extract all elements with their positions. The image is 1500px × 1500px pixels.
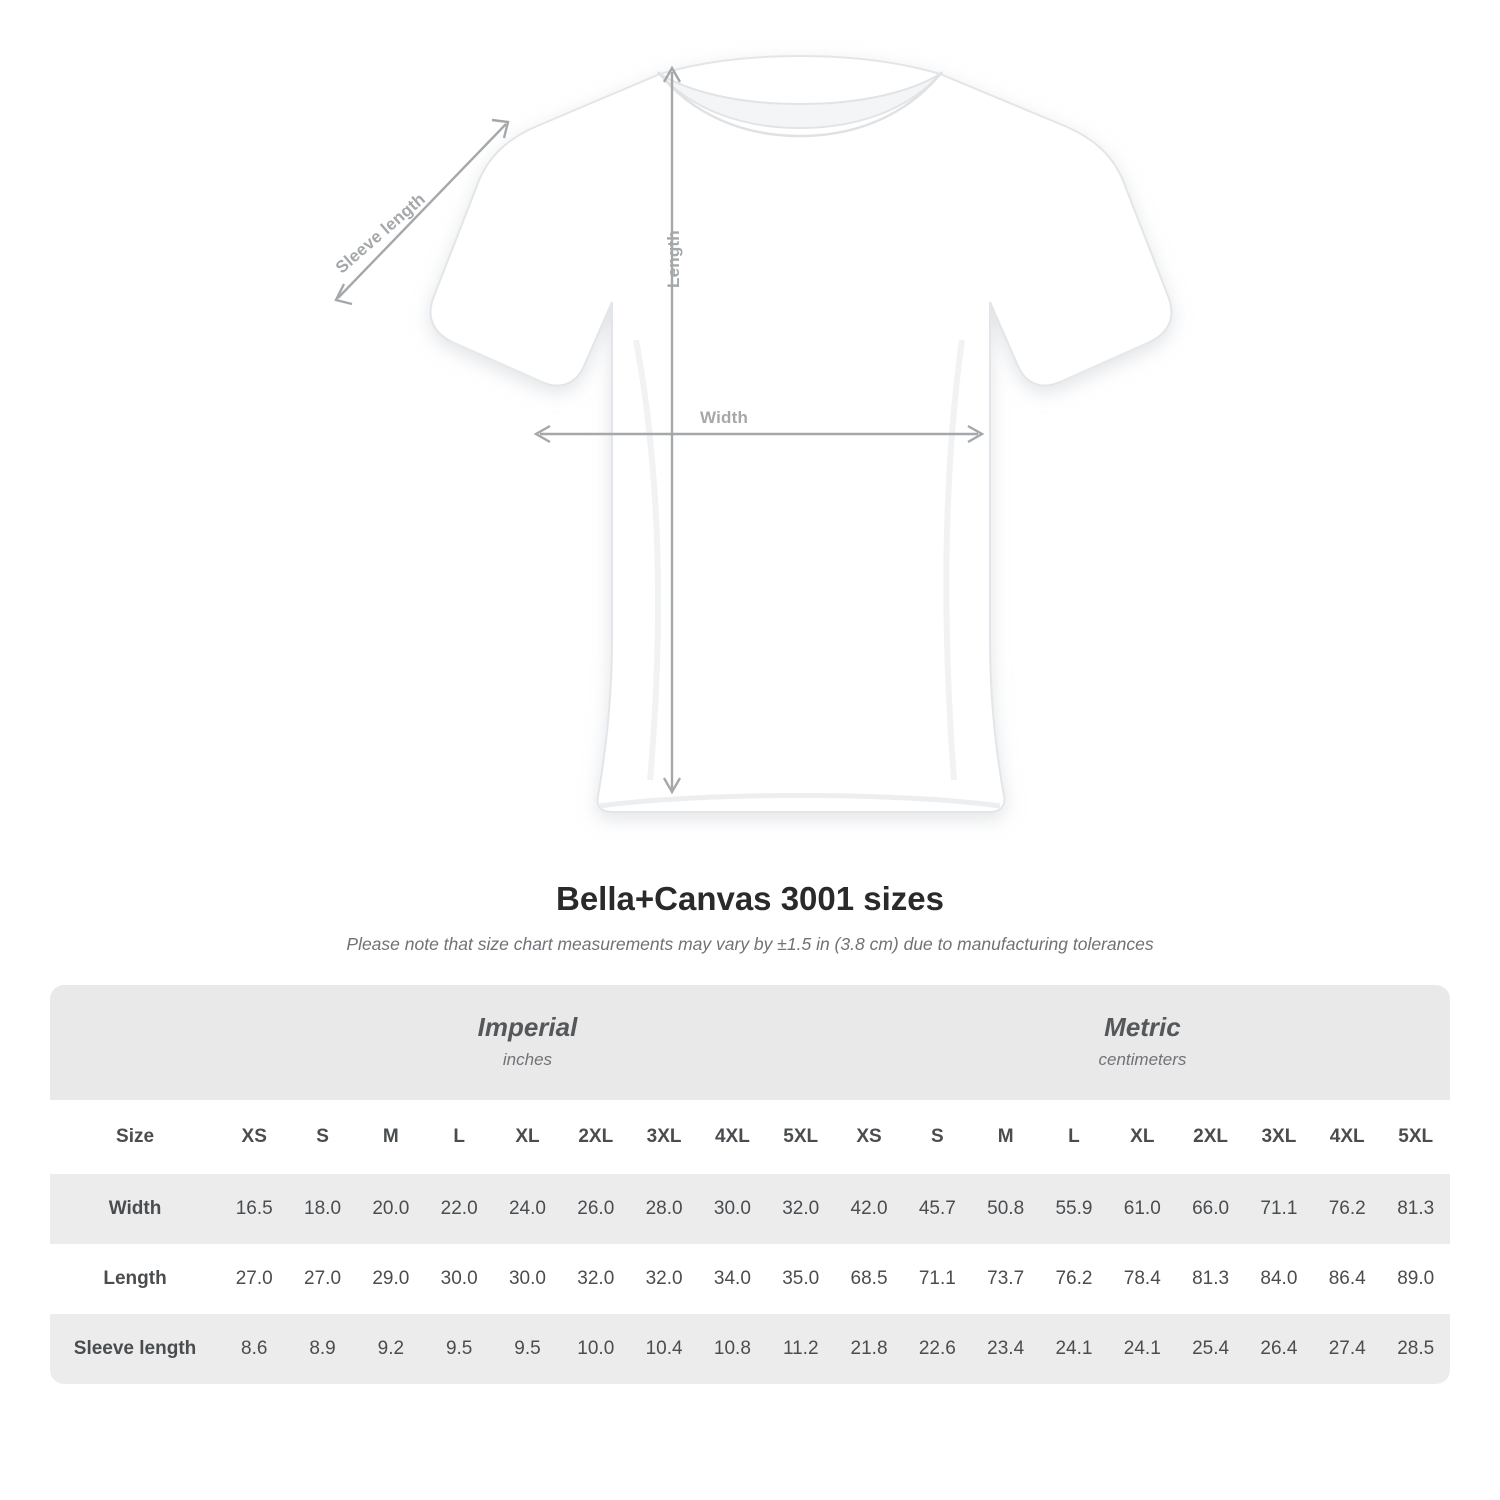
cell-length: 32.0 xyxy=(562,1244,630,1314)
size-column-header: S xyxy=(288,1100,356,1174)
cell-width: 32.0 xyxy=(767,1174,835,1244)
cell-length: 35.0 xyxy=(767,1244,835,1314)
imperial-header-cell xyxy=(220,985,835,1100)
cell-sleeve-length: 10.4 xyxy=(630,1314,698,1384)
cell-width: 16.5 xyxy=(220,1174,288,1244)
size-column-header: L xyxy=(1040,1100,1108,1174)
unit-system-header-row xyxy=(50,985,1450,1100)
cell-length: 32.0 xyxy=(630,1244,698,1314)
cell-width: 66.0 xyxy=(1176,1174,1244,1244)
cell-sleeve-length: 8.6 xyxy=(220,1314,288,1384)
length-label: Length xyxy=(664,230,683,288)
cell-length: 84.0 xyxy=(1245,1244,1313,1314)
cell-sleeve-length: 27.4 xyxy=(1313,1314,1381,1384)
cell-width: 50.8 xyxy=(972,1174,1040,1244)
size-column-header: 5XL xyxy=(1381,1100,1450,1174)
unit-header-spacer xyxy=(50,985,220,1100)
size-column-header: S xyxy=(903,1100,971,1174)
cell-sleeve-length: 10.8 xyxy=(698,1314,766,1384)
cell-sleeve-length: 9.5 xyxy=(425,1314,493,1384)
cell-sleeve-length: 22.6 xyxy=(903,1314,971,1384)
size-column-header: XS xyxy=(835,1100,903,1174)
cell-sleeve-length: 24.1 xyxy=(1040,1314,1108,1384)
cell-sleeve-length: 8.9 xyxy=(288,1314,356,1384)
cell-length: 89.0 xyxy=(1381,1244,1450,1314)
cell-length: 73.7 xyxy=(972,1244,1040,1314)
cell-width: 30.0 xyxy=(698,1174,766,1244)
cell-width: 26.0 xyxy=(562,1174,630,1244)
size-row-label: Size xyxy=(50,1100,220,1174)
cell-sleeve-length: 23.4 xyxy=(972,1314,1040,1384)
size-column-header: 4XL xyxy=(1313,1100,1381,1174)
cell-width: 28.0 xyxy=(630,1174,698,1244)
cell-width: 81.3 xyxy=(1381,1174,1450,1244)
cell-sleeve-length: 24.1 xyxy=(1108,1314,1176,1384)
cell-sleeve-length: 9.2 xyxy=(357,1314,425,1384)
size-table xyxy=(50,985,1450,1384)
size-column-header: L xyxy=(425,1100,493,1174)
size-column-header: M xyxy=(357,1100,425,1174)
cell-width: 20.0 xyxy=(357,1174,425,1244)
cell-width: 18.0 xyxy=(288,1174,356,1244)
cell-sleeve-length: 25.4 xyxy=(1176,1314,1244,1384)
cell-length: 78.4 xyxy=(1108,1244,1176,1314)
cell-length: 27.0 xyxy=(288,1244,356,1314)
cell-width: 22.0 xyxy=(425,1174,493,1244)
cell-sleeve-length: 11.2 xyxy=(767,1314,835,1384)
cell-width: 76.2 xyxy=(1313,1174,1381,1244)
size-column-header: XL xyxy=(1108,1100,1176,1174)
cell-length: 30.0 xyxy=(493,1244,561,1314)
size-header-row xyxy=(50,1100,1450,1174)
cell-sleeve-length: 21.8 xyxy=(835,1314,903,1384)
sleeve-length-label: Sleeve length xyxy=(331,189,430,278)
size-table-wrapper xyxy=(50,985,1450,1384)
size-column-header: 2XL xyxy=(1176,1100,1244,1174)
size-column-header: XL xyxy=(493,1100,561,1174)
metric-label: Metric xyxy=(1104,1012,1181,1042)
tolerance-note: Please note that size chart measurements may vary by ±1.5 in (3.8 cm) due to manufacturing tolerances xyxy=(346,934,1154,954)
cell-width: 42.0 xyxy=(835,1174,903,1244)
size-column-header: 4XL xyxy=(698,1100,766,1174)
cell-length: 76.2 xyxy=(1040,1244,1108,1314)
cell-length: 27.0 xyxy=(220,1244,288,1314)
cell-width: 24.0 xyxy=(493,1174,561,1244)
metric-header-cell xyxy=(835,985,1450,1100)
size-column-header: 3XL xyxy=(1245,1100,1313,1174)
cell-width: 45.7 xyxy=(903,1174,971,1244)
cell-sleeve-length: 10.0 xyxy=(562,1314,630,1384)
cell-length: 81.3 xyxy=(1176,1244,1244,1314)
cell-length: 34.0 xyxy=(698,1244,766,1314)
size-column-header: 3XL xyxy=(630,1100,698,1174)
size-column-header: 5XL xyxy=(767,1100,835,1174)
cell-width: 61.0 xyxy=(1108,1174,1176,1244)
table-row xyxy=(50,1174,1450,1244)
metric-unit: centimeters xyxy=(1098,1049,1187,1069)
cell-sleeve-length: 26.4 xyxy=(1245,1314,1313,1384)
row-label-width: Width xyxy=(50,1174,220,1244)
cell-sleeve-length: 28.5 xyxy=(1381,1314,1450,1384)
cell-length: 71.1 xyxy=(903,1244,971,1314)
row-label-length: Length xyxy=(50,1244,220,1314)
cell-length: 30.0 xyxy=(425,1244,493,1314)
row-label-sleeve-length: Sleeve length xyxy=(50,1314,220,1384)
imperial-label: Imperial xyxy=(477,1012,578,1042)
table-row xyxy=(50,1244,1450,1314)
size-column-header: 2XL xyxy=(562,1100,630,1174)
page-title: Bella+Canvas 3001 sizes xyxy=(555,880,945,917)
width-label: Width xyxy=(700,408,749,427)
imperial-unit: inches xyxy=(502,1049,553,1069)
cell-length: 29.0 xyxy=(357,1244,425,1314)
cell-width: 71.1 xyxy=(1245,1174,1313,1244)
cell-width: 55.9 xyxy=(1040,1174,1108,1244)
cell-sleeve-length: 9.5 xyxy=(493,1314,561,1384)
cell-length: 68.5 xyxy=(835,1244,903,1314)
cell-length: 86.4 xyxy=(1313,1244,1381,1314)
size-column-header: XS xyxy=(220,1100,288,1174)
title-block xyxy=(0,880,1500,955)
table-row xyxy=(50,1314,1450,1384)
size-column-header: M xyxy=(972,1100,1040,1174)
